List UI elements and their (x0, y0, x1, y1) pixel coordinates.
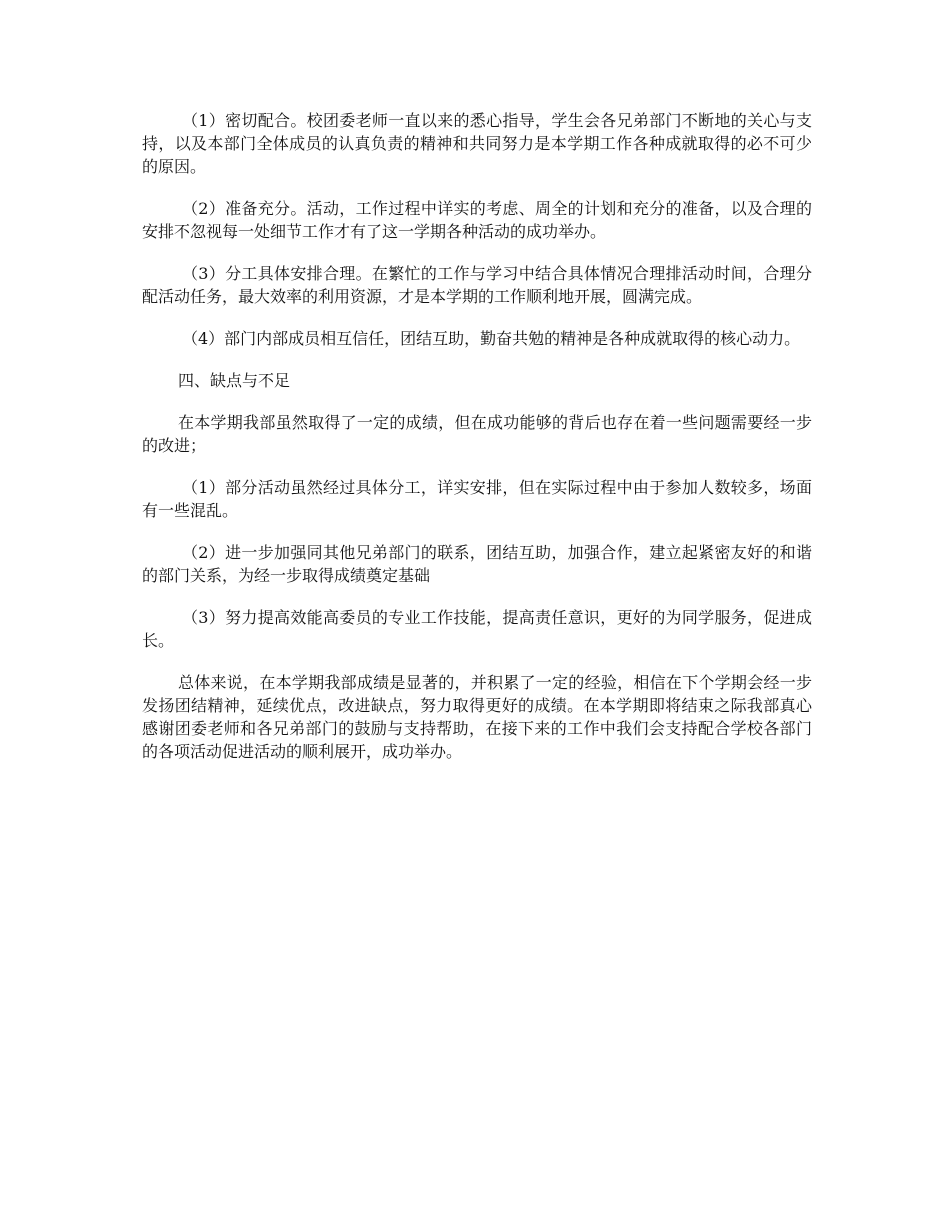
paragraph-conclusion: 总体来说，在本学期我部成绩是显著的，并积累了一定的经验，相信在下个学期会经一步发扬团结精神，延续优点，改进缺点，努力取得更好的成绩。在本学期即将结束之际我部真心感谢团委老师和各兄弟部门的鼓励与支持帮助，在接下来的工作中我们会支持配合学校各部门的各项活动促进活动的顺利展开，成功举办。 (142, 673, 812, 761)
document-page (142, 109, 812, 782)
paragraph-shortcoming-2: （2）进一步加强同其他兄弟部门的联系，团结互助，加强合作，建立起紧密友好的和谐的部门关系，为经一步取得成绩奠定基础 (142, 543, 812, 585)
paragraph-shortcoming-1: （1）部分活动虽然经过具体分工，详实安排，但在实际过程中由于参加人数较多，场面有一些混乱。 (142, 478, 812, 520)
paragraph-close-cooperation: （1）密切配合。校团委老师一直以来的悉心指导，学生会各兄弟部门不断地的关心与支持，以及本部门全体成员的认真负责的精神和共同努力是本学期工作各种成就取得的必不可少的原因。 (142, 111, 812, 176)
paragraph-task-division: （3）分工具体安排合理。在繁忙的工作与学习中结合具体情况合理排活动时间，合理分配活动任务，最大效率的利用资源，才是本学期的工作顺利地开展，圆满完成。 (142, 264, 812, 306)
paragraph-full-preparation: （2）准备充分。活动，工作过程中详实的考虑、周全的计划和充分的准备，以及合理的安排不忽视每一处细节工作才有了这一学期各种活动的成功举办。 (142, 199, 812, 241)
paragraph-shortcoming-3: （3）努力提高效能高委员的专业工作技能，提高责任意识，更好的为同学服务，促进成长。 (142, 608, 812, 650)
section-heading-shortcomings: 四、缺点与不足 (178, 371, 291, 390)
paragraph-mutual-trust: （4）部门内部成员相互信任，团结互助，勤奋共勉的精神是各种成就取得的核心动力。 (182, 329, 801, 348)
paragraph-shortcomings-intro: 在本学期我部虽然取得了一定的成绩，但在成功能够的背后也存在着一些问题需要经一步的改进； (142, 413, 812, 455)
